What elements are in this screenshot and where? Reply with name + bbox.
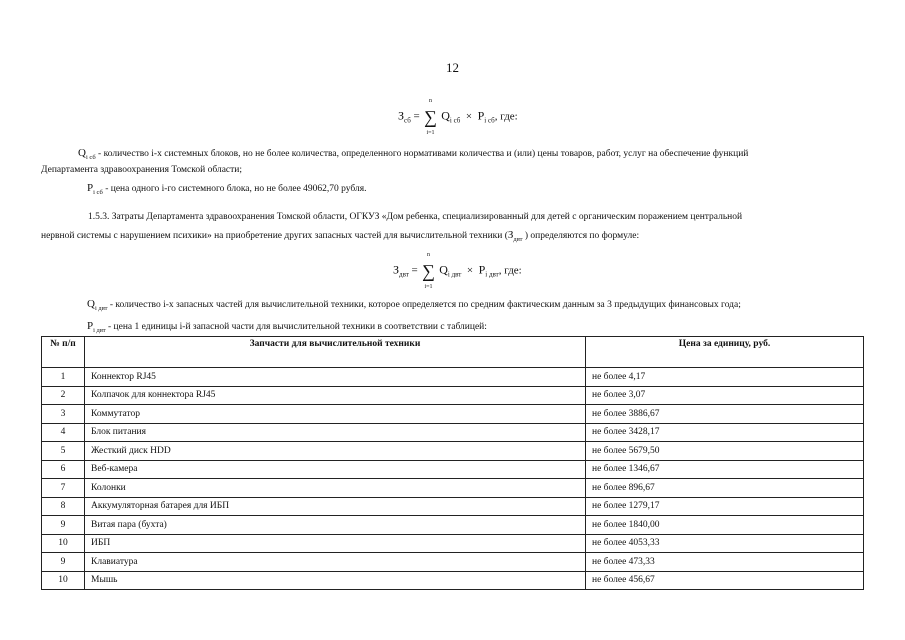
row-part-name: Аккумуляторная батарея для ИБП (85, 497, 586, 516)
definition-q-sb-cont (41, 163, 242, 177)
def-text-cont: Департамента здравоохранения Томской области; (41, 165, 243, 175)
row-number: 3 (42, 405, 85, 424)
row-price: не более 4,17 (586, 368, 864, 387)
row-price: не более 3886,67 (586, 405, 864, 424)
formula-times: × (465, 110, 473, 123)
row-price: не более 456,67 (586, 571, 864, 590)
row-number: 1 (42, 368, 85, 387)
table-row (42, 571, 864, 590)
section-text-cont-b: ) определяются по формуле: (524, 231, 640, 241)
formula-tail: , где: (498, 264, 522, 277)
row-part-name: ИБП (85, 534, 586, 553)
row-price: не более 1346,67 (586, 460, 864, 479)
def-text: - количество i-х системных блоков, но не более количества, определенного нормативами количества и (или) цены товаров, работ, услуг на обеспечение функций (98, 149, 749, 159)
row-number: 7 (42, 479, 85, 498)
row-part-name: Веб-камера (85, 460, 586, 479)
formula-equals: = (413, 110, 420, 123)
row-price: не более 5679,50 (586, 442, 864, 461)
sum-symbol: ∑ n i=1 (422, 252, 435, 290)
row-part-name: Колонки (85, 479, 586, 498)
def-symbol: P (87, 320, 94, 332)
formula-z-dvt (393, 252, 522, 290)
section-1-5-3 (88, 210, 864, 224)
formula-lhs: З (398, 108, 405, 123)
row-price: не более 3,07 (586, 386, 864, 405)
def-text: - цена одного i-го системного блока, но не более 49062,70 рубля. (105, 184, 367, 194)
row-number: 6 (42, 460, 85, 479)
row-part-name: Клавиатура (85, 553, 586, 572)
row-number: 10 (42, 571, 85, 590)
row-price: не более 473,33 (586, 553, 864, 572)
row-number: 5 (42, 442, 85, 461)
row-number: 9 (42, 553, 85, 572)
formula-p: P (477, 108, 485, 123)
table-row (42, 423, 864, 442)
row-price: не более 1279,17 (586, 497, 864, 516)
table-row (42, 553, 864, 572)
sum-lower-limit: i=1 (426, 130, 435, 136)
table-row (42, 460, 864, 479)
formula-times: × (466, 264, 474, 277)
sum-upper-limit: n (429, 98, 432, 104)
parts-price-table (41, 336, 864, 590)
section-1-5-3-cont (41, 228, 639, 247)
row-part-name: Коммутатор (85, 405, 586, 424)
table-row (42, 516, 864, 535)
page-number: 12 (446, 60, 459, 75)
formula-q-sub: i двт (447, 270, 462, 279)
row-part-name: Коннектор RJ45 (85, 368, 586, 387)
def-symbol-sub: i сб (93, 189, 103, 196)
sum-lower-limit: i=1 (424, 284, 433, 290)
table-row (42, 479, 864, 498)
formula-p: P (478, 262, 486, 277)
def-symbol-sub: i двт (94, 305, 108, 312)
section-text-cont-a: нервной системы с нарушением психики» на приобретение других запасных частей для вычислительной техники ( (41, 231, 508, 241)
header-number: № п/п (42, 337, 85, 368)
row-price: не более 1840,00 (586, 516, 864, 535)
row-part-name: Блок питания (85, 423, 586, 442)
row-number: 8 (42, 497, 85, 516)
row-number: 10 (42, 534, 85, 553)
def-symbol-sub: i сб (85, 154, 96, 161)
header-part-name: Запчасти для вычислительной техники (85, 337, 586, 368)
row-number: 4 (42, 423, 85, 442)
definition-p-sb (87, 181, 367, 200)
formula-lhs: З (393, 262, 400, 277)
table-header-row (42, 337, 864, 368)
table-row (42, 368, 864, 387)
def-symbol: Q (78, 147, 86, 159)
row-part-name: Витая пара (бухта) (85, 516, 586, 535)
formula-p-sub: i двт (485, 270, 499, 279)
formula-lhs-sub: сб (404, 116, 411, 125)
formula-p-sub: i сб (484, 116, 495, 125)
def-text: - количество i-х запасных частей для вычислительной техники, которое определяется по средним фактическим данным за 3 предыдущих финансовых года; (109, 300, 741, 310)
row-part-name: Колпачок для коннектора RJ45 (85, 386, 586, 405)
table-row (42, 442, 864, 461)
section-text: 1.5.3. Затраты Департамента здравоохранения Томской области, ОГКУЗ «Дом ребенка, специализированный для детей с органическим поражением центральной (88, 212, 743, 222)
def-symbol: P (87, 182, 94, 194)
def-text: - цена 1 единицы i-й запасной части для вычислительной техники в соответствии с таблицей: (108, 322, 487, 332)
def-symbol-sub: i двт (93, 327, 106, 334)
formula-z-sb (398, 98, 518, 136)
section-symbol-sub: двт (513, 236, 523, 243)
table-row (42, 386, 864, 405)
table-row (42, 534, 864, 553)
row-part-name: Мышь (85, 571, 586, 590)
section-symbol: З (507, 229, 514, 241)
table-row (42, 497, 864, 516)
row-price: не более 896,67 (586, 479, 864, 498)
formula-q: Q (441, 108, 450, 123)
header-price: Цена за единицу, руб. (586, 337, 864, 368)
formula-equals: = (411, 264, 418, 277)
formula-q-sub: i сб (449, 116, 461, 125)
formula-tail: , где: (494, 110, 518, 123)
row-number: 2 (42, 386, 85, 405)
row-price: не более 4053,33 (586, 534, 864, 553)
sum-upper-limit: n (427, 252, 430, 258)
table-row (42, 405, 864, 424)
row-number: 9 (42, 516, 85, 535)
def-symbol: Q (87, 298, 95, 310)
sum-symbol: ∑ n i=1 (424, 98, 437, 136)
formula-lhs-sub: двт (399, 270, 409, 279)
row-price: не более 3428,17 (586, 423, 864, 442)
formula-q: Q (439, 262, 448, 277)
definition-q-dvt (87, 297, 864, 316)
row-part-name: Жесткий диск HDD (85, 442, 586, 461)
